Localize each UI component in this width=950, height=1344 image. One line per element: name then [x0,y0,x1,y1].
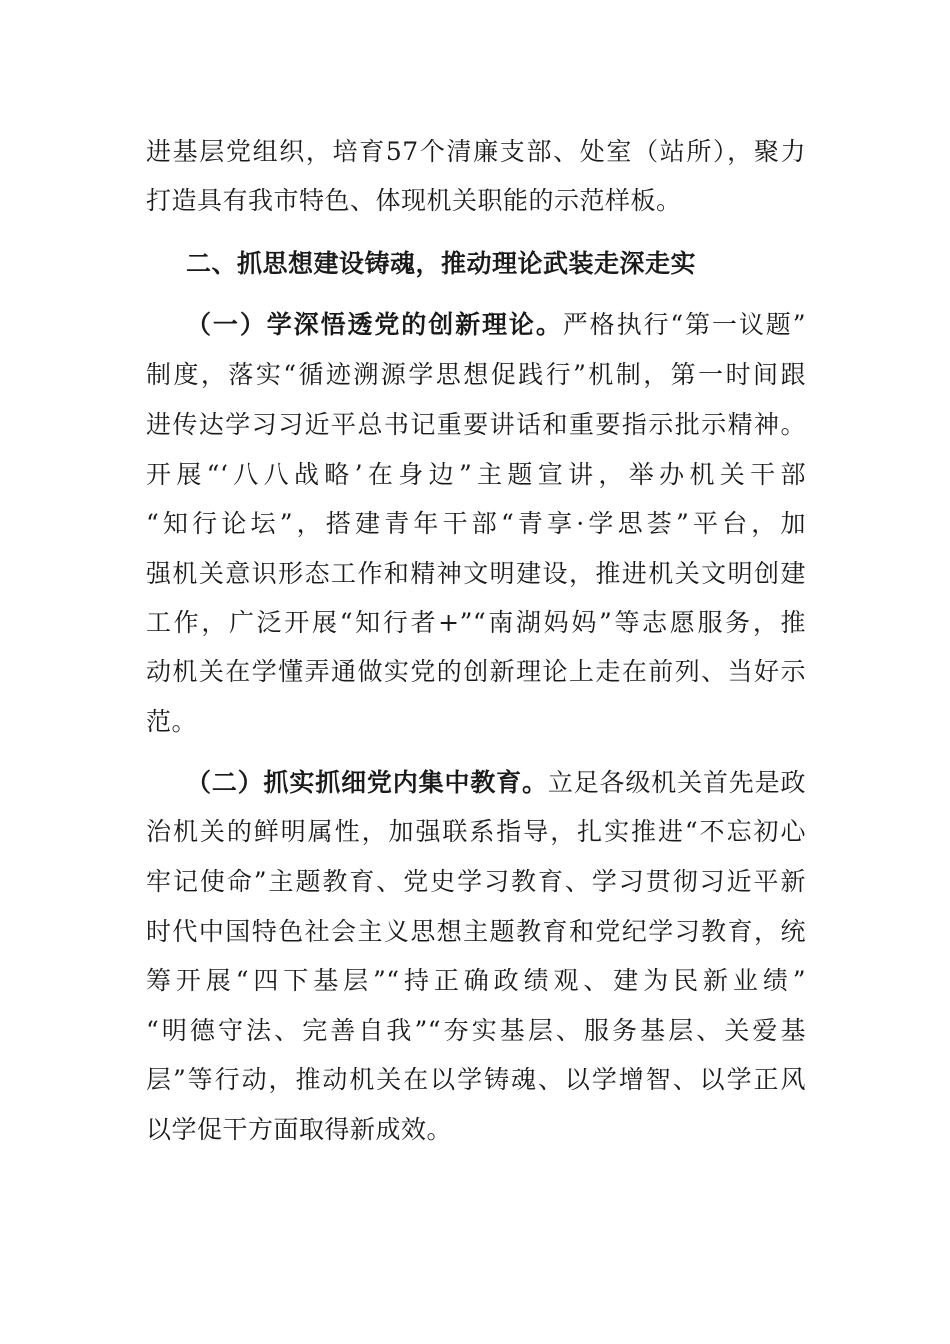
subsection-title: （一）学深悟透党的创新理论。 [186,310,563,339]
paragraph-line: 范。 [146,707,198,736]
subsection-first-line [186,305,806,345]
subsection-title: （二）抓实抓细党内集中教育。 [186,768,548,797]
paragraph-line: 工作，广泛开展“知行者+”“南湖妈妈”等志愿服务，推 [146,608,806,637]
paragraph-line: “明德守法、完善自我”“夯实基层、服务基层、关爱基 [146,1016,806,1045]
paragraph-line: 治机关的鲜明属性，加强联系指导，扎实推进“不忘初心 [146,817,806,846]
paragraph-line: 层”等行动，推动机关在以学铸魂、以学增智、以学正风 [146,1065,806,1094]
paragraph-line: 动机关在学懂弄通做实党的创新理论上走在前列、当好示 [146,657,806,686]
paragraph-line: “知行论坛”，搭建青年干部“青享·学思荟”平台，加 [146,509,806,538]
subsection-text: 严格执行“第一议题” [562,310,806,339]
paragraph-line: 制度，落实“循迹溯源学思想促践行”机制，第一时间跟 [146,360,806,389]
paragraph-line: 进传达学习习近平总书记重要讲话和重要指示批示精神。 [146,410,806,439]
paragraph-line: 时代中国特色社会主义思想主题教育和党纪学习教育，统 [146,917,806,946]
paragraph-line: 筹开展“四下基层”“持正确政绩观、建为民新业绩” [146,966,806,995]
subsection-text: 立足各级机关首先是政 [547,768,806,797]
paragraph-line: 强机关意识形态工作和精神文明建设，推进机关文明创建 [146,559,806,588]
subsection-first-line [186,763,806,803]
paragraph-line: 以学促干方面取得新成效。 [146,1115,453,1144]
paragraph-line: 牢记使命”主题教育、党史学习教育、学习贯彻习近平新 [146,867,806,896]
paragraph-line: 进基层党组织，培育57个清廉支部、处室（站所），聚力 [146,137,806,166]
section-heading: 二、抓思想建设铸魂，推动理论武装走深走实 [186,249,697,278]
paragraph-line: 开展“‘八八战略’在身边”主题宣讲，举办机关干部 [146,460,806,489]
paragraph-line: 打造具有我市特色、体现机关职能的示范样板。 [146,186,682,215]
